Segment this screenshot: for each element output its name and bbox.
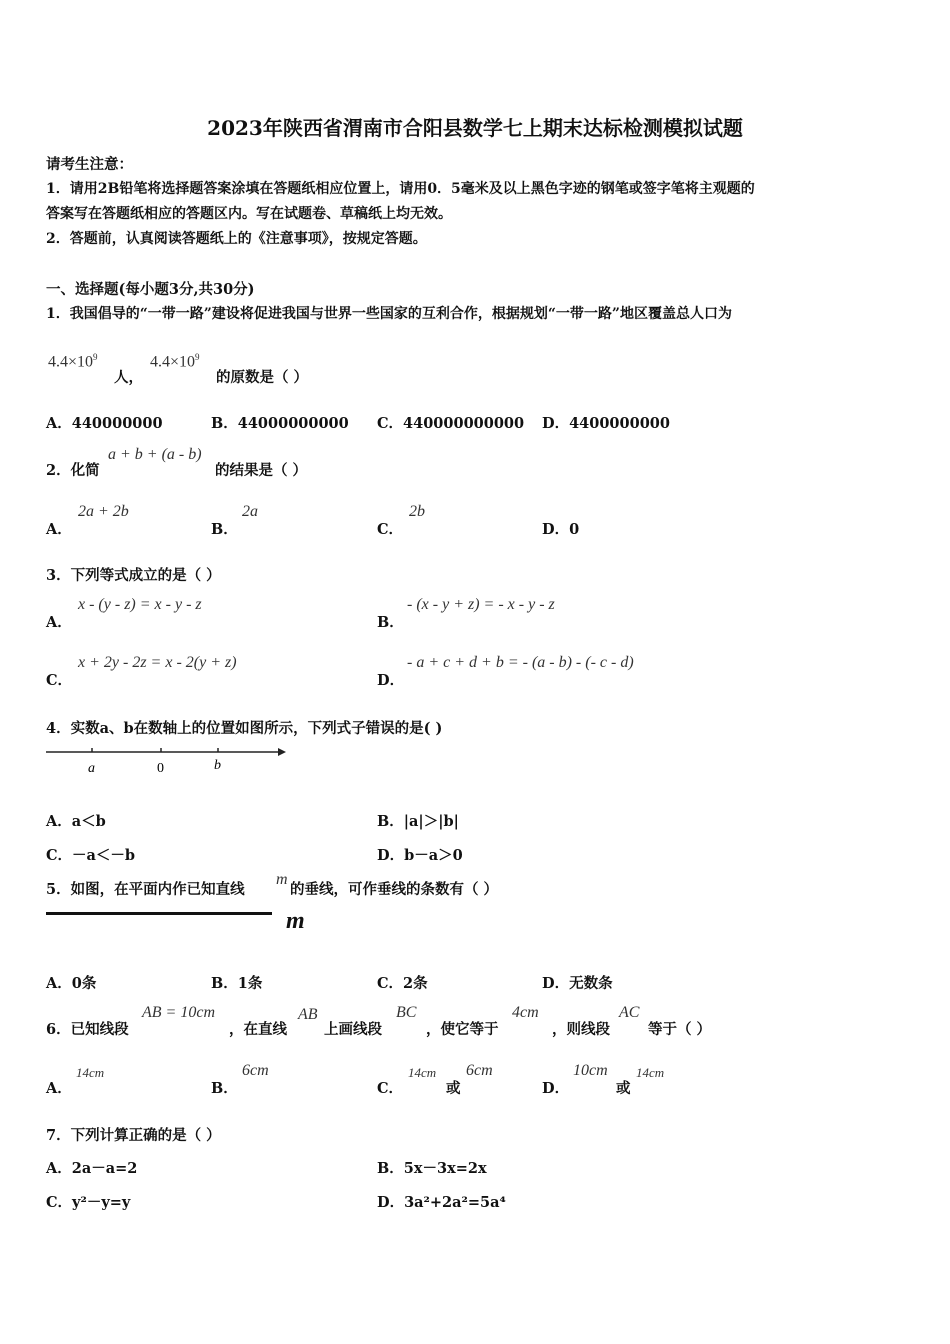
- q2-option-b[interactable]: 2a: [242, 503, 258, 520]
- q3-option-a-label[interactable]: A．: [46, 614, 72, 631]
- q6-t5: 等于（ ）: [648, 1021, 712, 1038]
- q6-option-c-1[interactable]: 14cm: [408, 1065, 437, 1080]
- q1-math-1: $4.4\times 10^9$: [48, 352, 98, 371]
- q1-tail: 的原数是（ ）: [216, 369, 309, 386]
- q7-option-a[interactable]: A．2a－a=2: [46, 1160, 138, 1177]
- q6-math-1: AB = 10cm: [142, 1004, 215, 1021]
- q6-t2: 上画线段: [324, 1021, 382, 1038]
- q5-option-d[interactable]: D．无数条: [542, 975, 613, 992]
- q6-option-d-2[interactable]: 14cm: [636, 1065, 665, 1080]
- q2-tail: 的结果是（ ）: [215, 462, 308, 479]
- notice-line-1: 1．请用2B铅笔将选择题答案涂填在答题纸相应位置上，请用0．5毫米及以上黑色字迹的钢笔或签字笔将主观题的: [46, 181, 755, 197]
- q1-mid: 人，: [114, 369, 143, 386]
- q6-t3: ，使它等于: [426, 1021, 499, 1038]
- q3-option-d[interactable]: - a + c + d + b = - (a - b) - (- c - d): [407, 654, 634, 671]
- line-m-label: m: [286, 908, 305, 934]
- q1-option-a[interactable]: A．440000000: [46, 415, 163, 432]
- q3-option-c[interactable]: x + 2y - 2z = x - 2(y + z): [78, 654, 237, 671]
- q2-option-b-label[interactable]: B．: [211, 521, 238, 538]
- q3-option-b-label[interactable]: B．: [377, 614, 404, 631]
- q4-option-d[interactable]: D．b－a＞0: [377, 847, 463, 864]
- q3-option-b[interactable]: - (x - y + z) = - x - y - z: [407, 596, 555, 613]
- q2-option-c[interactable]: 2b: [409, 503, 425, 520]
- q6-option-c-label[interactable]: C．: [377, 1080, 404, 1097]
- q7-option-d[interactable]: D．3a²+2a²=5a⁴: [377, 1194, 506, 1211]
- q6-t4: ，则线段: [552, 1021, 610, 1038]
- q4-option-b[interactable]: B．|a|＞|b|: [377, 813, 459, 830]
- q3-option-a[interactable]: x - (y - z) = x - y - z: [78, 596, 202, 613]
- q6-option-c-2[interactable]: 6cm: [466, 1062, 493, 1079]
- q2-option-a[interactable]: 2a + 2b: [78, 503, 129, 520]
- q6-option-d-or: 或: [616, 1080, 631, 1097]
- q6-option-a[interactable]: 14cm: [76, 1065, 105, 1080]
- section-heading: 一、选择题(每小题3分,共30分): [46, 281, 255, 298]
- q6-math-4: 4cm: [512, 1004, 539, 1021]
- q6-math-5: AC: [619, 1004, 640, 1021]
- q5-option-c[interactable]: C．2条: [377, 975, 428, 992]
- notice-line-1b: 答案写在答题纸相应的答题区内。写在试题卷、草稿纸上均无效。: [46, 206, 452, 222]
- q1-text: 1．我国倡导的“一带一路”建设将促进我国与世界一些国家的互利合作，根据规划“一带一路”地区覆盖总人口为: [46, 306, 732, 322]
- q6-t1: ，在直线: [229, 1021, 287, 1038]
- q5-tail: 的垂线，可作垂线的条数有（ ）: [290, 881, 499, 898]
- q2-math: a + b + (a - b): [108, 446, 202, 463]
- q3-option-d-label[interactable]: D．: [377, 672, 405, 689]
- q2-option-c-label[interactable]: C．: [377, 521, 404, 538]
- q4-option-c[interactable]: C．－a＜－b: [46, 847, 136, 864]
- q7-option-b[interactable]: B．5x－3x=2x: [377, 1160, 487, 1177]
- q1-math-2: $4.4\times 10^9$: [150, 352, 200, 371]
- q6-option-b[interactable]: 6cm: [242, 1062, 269, 1079]
- page-title: 2023年陕西省渭南市合阳县数学七上期末达标检测模拟试题: [207, 116, 743, 140]
- notice-heading: 请考生注意：: [46, 156, 133, 173]
- q6-option-d-1[interactable]: 10cm: [573, 1062, 608, 1079]
- q5-pre: 5．如图，在平面内作已知直线: [46, 881, 245, 898]
- notice-line-2: 2．答题前，认真阅读答题纸上的《注意事项》，按规定答题。: [46, 231, 427, 247]
- q6-pre: 6．已知线段: [46, 1021, 129, 1038]
- q6-math-3: BC: [396, 1004, 417, 1021]
- q5-option-b[interactable]: B．1条: [211, 975, 263, 992]
- q2-pre: 2．化简: [46, 462, 100, 479]
- q4-option-a[interactable]: A．a＜b: [46, 813, 106, 830]
- q3-text: 3．下列等式成立的是（ ）: [46, 567, 221, 584]
- q4-text: 4．实数a、b在数轴上的位置如图所示，下列式子错误的是( ): [46, 720, 443, 737]
- label-b: b: [214, 758, 221, 773]
- number-line-figure: [46, 742, 291, 778]
- q2-option-d[interactable]: D．0: [542, 521, 580, 538]
- q7-option-c[interactable]: C．y²－y=y: [46, 1194, 131, 1211]
- q6-option-a-label[interactable]: A．: [46, 1080, 72, 1097]
- q7-text: 7．下列计算正确的是（ ）: [46, 1127, 221, 1144]
- q1-option-d[interactable]: D．4400000000: [542, 415, 670, 432]
- q1-option-c[interactable]: C．440000000000: [377, 415, 525, 432]
- q5-option-a[interactable]: A．0条: [46, 975, 97, 992]
- q6-option-b-label[interactable]: B．: [211, 1080, 238, 1097]
- label-a: a: [88, 761, 95, 776]
- q6-option-c-or: 或: [446, 1080, 461, 1097]
- q2-option-a-label[interactable]: A．: [46, 521, 72, 538]
- q1-option-b[interactable]: B．44000000000: [211, 415, 349, 432]
- number-line-arrow: [278, 748, 286, 756]
- q6-option-d-label[interactable]: D．: [542, 1080, 570, 1097]
- q3-option-c-label[interactable]: C．: [46, 672, 73, 689]
- q5-var: m: [276, 871, 288, 888]
- label-0: 0: [157, 761, 164, 776]
- line-m-figure: [46, 912, 272, 915]
- q6-math-2: AB: [298, 1006, 318, 1023]
